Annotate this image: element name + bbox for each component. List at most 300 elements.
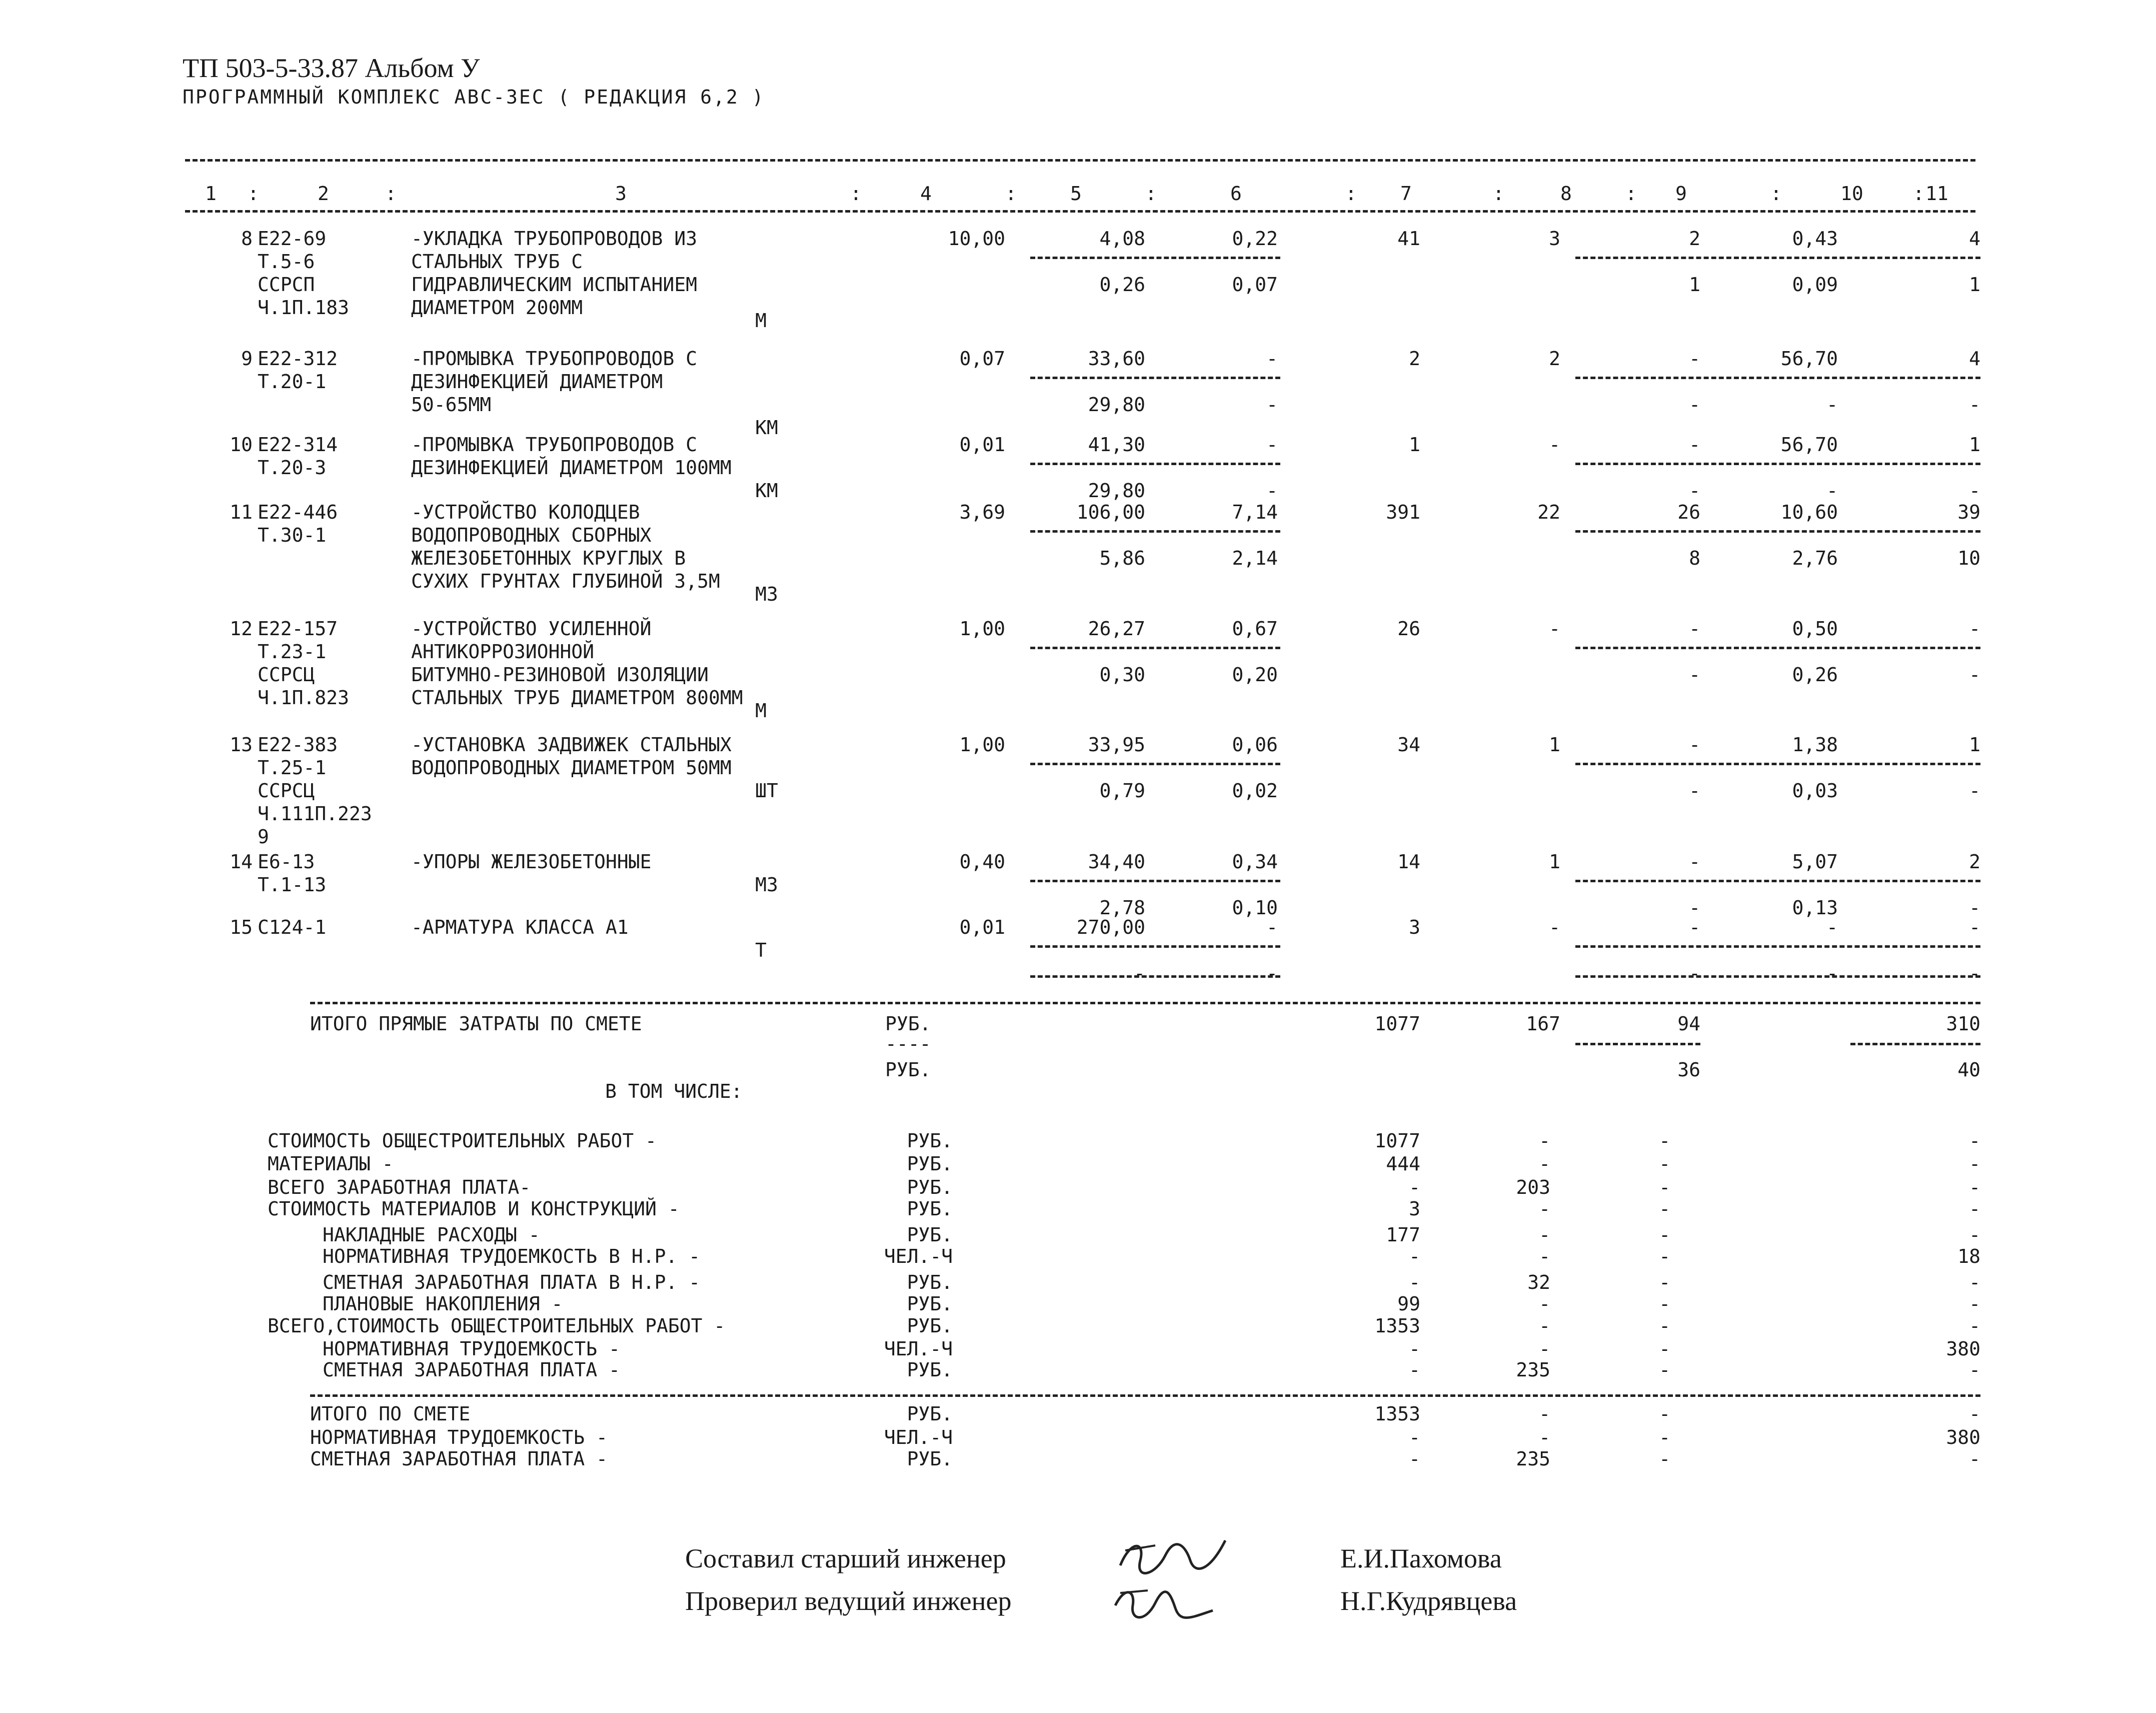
labor-machine-per-unit: 0,09	[1792, 274, 1838, 296]
column-number: :	[1625, 183, 1637, 205]
rate-code: Ч.1П.823	[258, 687, 350, 709]
machine-total-wage: 8	[1689, 547, 1700, 569]
work-description: АНТИКОРРОЗИОННОЙ	[411, 641, 595, 663]
machine-cost: -	[1266, 348, 1278, 370]
breakdown-labor: -	[1969, 1153, 1980, 1175]
machine-wage: 0,07	[1232, 274, 1278, 296]
breakdown-cost: 3	[1409, 1198, 1420, 1220]
direct-machine-cost: 94	[1677, 1013, 1700, 1035]
breakdown-wages: 203	[1516, 1176, 1550, 1198]
rate-code: Е6-13	[258, 851, 315, 873]
final-total-label: СМЕТНАЯ ЗАРАБОТНАЯ ПЛАТА -	[310, 1448, 608, 1470]
total-cost: 14	[1397, 851, 1420, 873]
labor-machine-total: -	[1969, 394, 1980, 416]
rate-code: ССРСП	[258, 274, 315, 296]
column-number: 8	[1560, 183, 1572, 205]
column-number: :	[1005, 183, 1017, 205]
rate-code: Ч.111П.223	[258, 803, 372, 825]
machine-total: 2	[1689, 228, 1700, 250]
rate-code: Т.1-13	[258, 874, 327, 896]
work-description: -УПОРЫ ЖЕЛЕЗОБЕТОННЫЕ	[411, 851, 652, 873]
labor-machine-per-unit: 0,03	[1792, 780, 1838, 802]
row-number: 11	[230, 501, 253, 523]
breakdown-label: ВСЕГО,СТОИМОСТЬ ОБЩЕСТРОИТЕЛЬНЫХ РАБОТ -	[268, 1315, 726, 1337]
column-number: :	[1345, 183, 1357, 205]
quantity: 10,00	[948, 228, 1005, 250]
unit-label: РУБ.	[885, 1013, 931, 1035]
machine-total-wage: -	[1689, 962, 1700, 984]
breakdown-label: НОРМАТИВНАЯ ТРУДОЕМКОСТЬ -	[323, 1338, 620, 1360]
rate-code: Е22-383	[258, 734, 338, 756]
breakdown-machine: -	[1659, 1224, 1670, 1246]
unit-of-measure: ШТ	[755, 780, 778, 802]
breakdown-machine: -	[1659, 1338, 1670, 1360]
checked-by-name: Н.Г.Кудрявцева	[1340, 1586, 1517, 1616]
machine-total: -	[1689, 434, 1700, 456]
labor-per-unit: 10,60	[1780, 501, 1838, 523]
labor-per-unit: 5,07	[1792, 851, 1838, 873]
breakdown-machine: -	[1659, 1359, 1670, 1381]
rate-code: Т.23-1	[258, 641, 327, 663]
work-description: БИТУМНО-РЕЗИНОВОЙ ИЗОЛЯЦИИ	[411, 664, 709, 686]
machine-total: -	[1689, 348, 1700, 370]
dashed-rule	[1575, 647, 1980, 649]
breakdown-unit: РУБ.	[907, 1315, 953, 1337]
breakdown-unit: РУБ.	[907, 1130, 953, 1152]
breakdown-unit: РУБ.	[907, 1153, 953, 1175]
machine-wage: -	[1266, 394, 1278, 416]
direct-total-cost: 1077	[1374, 1013, 1420, 1035]
final-cost: 1353	[1374, 1403, 1420, 1425]
column-number: 11	[1925, 183, 1948, 205]
unit-of-measure: М	[755, 310, 767, 332]
final-total-label: ИТОГО ПО СМЕТЕ	[310, 1403, 471, 1425]
total-cost: 3	[1409, 916, 1420, 938]
labor-total: 2	[1969, 851, 1980, 873]
column-number: 10	[1840, 183, 1863, 205]
dashed-rule	[1850, 1043, 1980, 1045]
dashed-rule	[1030, 647, 1280, 649]
work-description: -УСТРОЙСТВО КОЛОДЦЕВ	[411, 501, 640, 523]
work-description: -УСТРОЙСТВО УСИЛЕННОЙ	[411, 618, 652, 640]
column-number: :	[1493, 183, 1504, 205]
labor-machine-per-unit: -	[1826, 394, 1838, 416]
machine-total-wage: -	[1689, 394, 1700, 416]
direct-machine-labor: 40	[1957, 1059, 1980, 1081]
final-labor: -	[1969, 1448, 1980, 1470]
direct-costs-label: ИТОГО ПРЯМЫЕ ЗАТРАТЫ ПО СМЕТЕ	[310, 1013, 642, 1035]
machine-wage: 0,10	[1232, 897, 1278, 919]
total-cost: 2	[1409, 348, 1420, 370]
breakdown-label: МАТЕРИАЛЫ -	[268, 1153, 394, 1175]
breakdown-wages: 32	[1527, 1271, 1550, 1293]
breakdown-cost: -	[1409, 1271, 1420, 1293]
labor-machine-per-unit: -	[1826, 962, 1838, 984]
dashed-rule	[1575, 463, 1980, 465]
rate-code: Т.25-1	[258, 757, 327, 779]
breakdown-wages: -	[1539, 1245, 1550, 1267]
dashed-rule	[1030, 257, 1280, 259]
machine-wage: -	[1266, 480, 1278, 502]
wages: -	[1549, 434, 1560, 456]
unit-of-measure: Т	[755, 939, 767, 961]
dashed-rule	[1575, 530, 1980, 533]
total-cost: 1	[1409, 434, 1420, 456]
machine-cost: 7,14	[1232, 501, 1278, 523]
labor-machine-total: 1	[1969, 274, 1980, 296]
unit-wage: 0,30	[1099, 664, 1145, 686]
breakdown-cost: 1077	[1374, 1130, 1420, 1152]
row-number: 8	[241, 228, 253, 250]
rate-code: Е22-446	[258, 501, 338, 523]
total-cost: 391	[1386, 501, 1420, 523]
unit-wage: 0,26	[1099, 274, 1145, 296]
final-wages: -	[1539, 1403, 1550, 1425]
unit-cost: 106,00	[1076, 501, 1145, 523]
unit-of-measure: М	[755, 700, 767, 722]
breakdown-labor: -	[1969, 1224, 1980, 1246]
labor-total: 1	[1969, 734, 1980, 756]
final-wages: -	[1539, 1426, 1550, 1448]
breakdown-unit: ЧЕЛ.-Ч	[884, 1338, 953, 1360]
row-number: 13	[230, 734, 253, 756]
quantity: 0,07	[959, 348, 1005, 370]
work-description: ЖЕЛЕЗОБЕТОННЫХ КРУГЛЫХ В	[411, 547, 686, 569]
breakdown-label: СТОИМОСТЬ ОБЩЕСТРОИТЕЛЬНЫХ РАБОТ -	[268, 1130, 657, 1152]
dashed-rule	[1575, 763, 1980, 765]
work-description: -ПРОМЫВКА ТРУБОПРОВОДОВ С	[411, 348, 697, 370]
wages: 3	[1549, 228, 1560, 250]
final-machine: -	[1659, 1403, 1670, 1425]
breakdown-machine: -	[1659, 1315, 1670, 1337]
breakdown-unit: РУБ.	[907, 1224, 953, 1246]
row-number: 14	[230, 851, 253, 873]
labor-total: 1	[1969, 434, 1980, 456]
labor-machine-per-unit: 2,76	[1792, 547, 1838, 569]
dashed-rule	[1575, 377, 1980, 379]
breakdown-cost: 1353	[1374, 1315, 1420, 1337]
work-description: ГИДРАВЛИЧЕСКИМ ИСПЫТАНИЕМ	[411, 274, 697, 296]
labor-machine-total: -	[1969, 962, 1980, 984]
checked-by-label: Проверил ведущий инженер	[685, 1586, 1012, 1616]
breakdown-unit: РУБ.	[907, 1271, 953, 1293]
labor-total: 4	[1969, 228, 1980, 250]
document-subtitle: ПРОГРАММНЫЙ КОМПЛЕКС АВС-ЗЕС ( РЕДАКЦИЯ 6,2 )	[183, 86, 765, 108]
machine-total: -	[1689, 618, 1700, 640]
breakdown-wages: -	[1539, 1153, 1550, 1175]
dashed-rule	[1030, 880, 1280, 882]
final-total-label: НОРМАТИВНАЯ ТРУДОЕМКОСТЬ -	[310, 1426, 608, 1448]
rate-code: 9	[258, 826, 269, 848]
unit-wage: -	[1134, 962, 1145, 984]
rate-code: ССРСЦ	[258, 780, 315, 802]
rate-code: Е22-69	[258, 228, 327, 250]
machine-total: -	[1689, 734, 1700, 756]
direct-machine-wage: 36	[1677, 1059, 1700, 1081]
machine-total-wage: -	[1689, 780, 1700, 802]
labor-machine-per-unit: -	[1826, 480, 1838, 502]
labor-total: -	[1969, 618, 1980, 640]
machine-total-wage: -	[1689, 480, 1700, 502]
dashed-rule	[1030, 763, 1280, 765]
labor-machine-total: -	[1969, 480, 1980, 502]
breakdown-unit: ЧЕЛ.-Ч	[884, 1245, 953, 1267]
breakdown-unit: РУБ.	[907, 1176, 953, 1198]
breakdown-unit: РУБ.	[907, 1293, 953, 1315]
unit-of-measure: КМ	[755, 480, 778, 502]
rate-code: Т.5-6	[258, 251, 315, 273]
work-description: ВОДОПРОВОДНЫХ ДИАМЕТРОМ 50ММ	[411, 757, 732, 779]
labor-per-unit: 0,43	[1792, 228, 1838, 250]
compiled-by-label: Составил старший инженер	[685, 1543, 1006, 1573]
breakdown-labor: 380	[1946, 1338, 1980, 1360]
dashed-rule	[1575, 945, 1980, 948]
breakdown-label: СМЕТНАЯ ЗАРАБОТНАЯ ПЛАТА -	[323, 1359, 620, 1381]
dashed-rule	[185, 210, 1975, 213]
compiled-by-name: Е.И.Пахомова	[1340, 1543, 1502, 1573]
labor-total: -	[1969, 916, 1980, 938]
column-number: :	[1145, 183, 1157, 205]
labor-total: 4	[1969, 348, 1980, 370]
breakdown-label: СМЕТНАЯ ЗАРАБОТНАЯ ПЛАТА В Н.Р. -	[323, 1271, 700, 1293]
final-unit: ЧЕЛ.-Ч	[884, 1426, 953, 1448]
breakdown-machine: -	[1659, 1245, 1670, 1267]
dashed-rule	[1575, 880, 1980, 882]
work-description: -УКЛАДКА ТРУБОПРОВОДОВ ИЗ	[411, 228, 697, 250]
machine-cost: -	[1266, 434, 1278, 456]
breakdown-cost: 177	[1386, 1224, 1420, 1246]
column-number: :	[248, 183, 259, 205]
breakdown-machine: -	[1659, 1198, 1670, 1220]
total-cost: 26	[1397, 618, 1420, 640]
quantity: 1,00	[959, 734, 1005, 756]
breakdown-wages: -	[1539, 1224, 1550, 1246]
column-number: :	[1770, 183, 1782, 205]
machine-wage: -	[1266, 962, 1278, 984]
dashed-rule	[1030, 975, 1280, 978]
final-machine: -	[1659, 1448, 1670, 1470]
machine-total-wage: -	[1689, 897, 1700, 919]
wages: 1	[1549, 851, 1560, 873]
unit-wage: 29,80	[1088, 394, 1145, 416]
machine-total: -	[1689, 851, 1700, 873]
breakdown-machine: -	[1659, 1153, 1670, 1175]
breakdown-wages: -	[1539, 1293, 1550, 1315]
unit-of-measure: М3	[755, 583, 778, 605]
breakdown-cost: 99	[1397, 1293, 1420, 1315]
unit-label: ----	[885, 1033, 931, 1055]
breakdown-labor: 18	[1957, 1245, 1980, 1267]
breakdown-cost: -	[1409, 1245, 1420, 1267]
breakdown-cost: 444	[1386, 1153, 1420, 1175]
breakdown-labor: -	[1969, 1176, 1980, 1198]
final-unit: РУБ.	[907, 1448, 953, 1470]
quantity: 0,40	[959, 851, 1005, 873]
unit-cost: 270,00	[1076, 916, 1145, 938]
dashed-rule	[185, 159, 1975, 162]
column-number: 5	[1070, 183, 1082, 205]
machine-wage: 2,14	[1232, 547, 1278, 569]
rate-code: Ч.1П.183	[258, 297, 350, 319]
machine-total: 26	[1677, 501, 1700, 523]
unit-cost: 33,95	[1088, 734, 1145, 756]
unit-label: РУБ.	[885, 1059, 931, 1081]
breakdown-machine: -	[1659, 1176, 1670, 1198]
final-machine: -	[1659, 1426, 1670, 1448]
wages: 1	[1549, 734, 1560, 756]
direct-labor: 310	[1946, 1013, 1980, 1035]
document-title: ТП 503-5-33.87 Альбом У	[183, 53, 480, 83]
final-cost: -	[1409, 1426, 1420, 1448]
column-number: 1	[205, 183, 217, 205]
labor-per-unit: -	[1826, 916, 1838, 938]
breakdown-label: ПЛАНОВЫЕ НАКОПЛЕНИЯ -	[323, 1293, 563, 1315]
labor-machine-total: -	[1969, 780, 1980, 802]
machine-wage: 0,02	[1232, 780, 1278, 802]
quantity: 0,01	[959, 916, 1005, 938]
labor-machine-total: -	[1969, 664, 1980, 686]
dashed-rule	[310, 1394, 1980, 1397]
dashed-rule	[1575, 257, 1980, 259]
breakdown-unit: РУБ.	[907, 1359, 953, 1381]
checked-signature	[1105, 1575, 1220, 1630]
breakdown-machine: -	[1659, 1130, 1670, 1152]
breakdown-cost: -	[1409, 1359, 1420, 1381]
unit-cost: 33,60	[1088, 348, 1145, 370]
column-number: 6	[1230, 183, 1242, 205]
rate-code: Т.20-3	[258, 457, 327, 479]
direct-wages: 167	[1526, 1013, 1560, 1035]
column-number: 2	[318, 183, 329, 205]
breakdown-labor: -	[1969, 1315, 1980, 1337]
breakdown-wages: -	[1539, 1130, 1550, 1152]
column-number: 7	[1400, 183, 1412, 205]
final-cost: -	[1409, 1448, 1420, 1470]
breakdown-wages: -	[1539, 1315, 1550, 1337]
rate-code: Е22-312	[258, 348, 338, 370]
final-wages: 235	[1516, 1448, 1550, 1470]
breakdown-machine: -	[1659, 1293, 1670, 1315]
dashed-rule	[1030, 377, 1280, 379]
unit-of-measure: М3	[755, 874, 778, 896]
final-unit: РУБ.	[907, 1403, 953, 1425]
breakdown-label: СТОИМОСТЬ МАТЕРИАЛОВ И КОНСТРУКЦИЙ -	[268, 1198, 680, 1220]
unit-wage: 0,79	[1099, 780, 1145, 802]
work-description: -ПРОМЫВКА ТРУБОПРОВОДОВ С	[411, 434, 697, 456]
column-number: :	[385, 183, 397, 205]
work-description: СТАЛЬНЫХ ТРУБ С	[411, 251, 583, 273]
labor-per-unit: 0,50	[1792, 618, 1838, 640]
rate-code: Т.20-1	[258, 371, 327, 393]
column-number: :	[1913, 183, 1924, 205]
column-number: :	[850, 183, 862, 205]
wages: -	[1549, 618, 1560, 640]
work-description: ДЕЗИНФЕКЦИЕЙ ДИАМЕТРОМ	[411, 371, 663, 393]
breakdown-cost: -	[1409, 1338, 1420, 1360]
machine-total-wage: 1	[1689, 274, 1700, 296]
rate-code: Е22-157	[258, 618, 338, 640]
quantity: 0,01	[959, 434, 1005, 456]
quantity: 1,00	[959, 618, 1005, 640]
total-cost: 41	[1397, 228, 1420, 250]
dashed-rule	[1030, 530, 1280, 533]
unit-wage: 2,78	[1099, 897, 1145, 919]
row-number: 9	[241, 348, 253, 370]
work-description: СУХИХ ГРУНТАХ ГЛУБИНОЙ 3,5М	[411, 570, 720, 592]
dashed-rule	[1575, 975, 1980, 978]
breakdown-machine: -	[1659, 1271, 1670, 1293]
machine-cost: 0,67	[1232, 618, 1278, 640]
work-description: СТАЛЬНЫХ ТРУБ ДИАМЕТРОМ 800ММ	[411, 687, 743, 709]
row-number: 15	[230, 916, 253, 938]
quantity: 3,69	[959, 501, 1005, 523]
dashed-rule	[1030, 945, 1280, 948]
row-number: 12	[230, 618, 253, 640]
breakdown-labor: -	[1969, 1271, 1980, 1293]
column-number: 9	[1675, 183, 1687, 205]
work-description: -АРМАТУРА КЛАССА А1	[411, 916, 629, 938]
work-description: -УСТАНОВКА ЗАДВИЖЕК СТАЛЬНЫХ	[411, 734, 732, 756]
wages: 22	[1537, 501, 1560, 523]
labor-total: 39	[1957, 501, 1980, 523]
breakdown-labor: -	[1969, 1130, 1980, 1152]
breakdown-wages: -	[1539, 1338, 1550, 1360]
labor-per-unit: 1,38	[1792, 734, 1838, 756]
labor-machine-total: 10	[1957, 547, 1980, 569]
machine-total: -	[1689, 916, 1700, 938]
machine-wage: 0,20	[1232, 664, 1278, 686]
unit-wage: 29,80	[1088, 480, 1145, 502]
dashed-rule	[1030, 463, 1280, 465]
wages: -	[1549, 916, 1560, 938]
breakdown-labor: -	[1969, 1293, 1980, 1315]
machine-total-wage: -	[1689, 664, 1700, 686]
wages: 2	[1549, 348, 1560, 370]
rate-code: Т.30-1	[258, 524, 327, 546]
including-label: В ТОМ ЧИСЛЕ:	[605, 1080, 743, 1102]
breakdown-labor: -	[1969, 1359, 1980, 1381]
final-labor: -	[1969, 1403, 1980, 1425]
breakdown-wages: 235	[1516, 1359, 1550, 1381]
unit-cost: 34,40	[1088, 851, 1145, 873]
labor-per-unit: 56,70	[1780, 434, 1838, 456]
labor-per-unit: 56,70	[1780, 348, 1838, 370]
rate-code: Е22-314	[258, 434, 338, 456]
work-description: ДЕЗИНФЕКЦИЕЙ ДИАМЕТРОМ 100ММ	[411, 457, 732, 479]
breakdown-label: НАКЛАДНЫЕ РАСХОДЫ -	[323, 1224, 540, 1246]
total-cost: 34	[1397, 734, 1420, 756]
rate-code: ССРСЦ	[258, 664, 315, 686]
column-number: 3	[615, 183, 627, 205]
work-description: 50-65ММ	[411, 394, 492, 416]
work-description: ДИАМЕТРОМ 200ММ	[411, 297, 583, 319]
machine-cost: 0,06	[1232, 734, 1278, 756]
column-number: 4	[920, 183, 932, 205]
labor-machine-per-unit: 0,13	[1792, 897, 1838, 919]
work-description: ВОДОПРОВОДНЫХ СБОРНЫХ	[411, 524, 652, 546]
unit-cost: 26,27	[1088, 618, 1145, 640]
machine-cost: 0,22	[1232, 228, 1278, 250]
unit-cost: 41,30	[1088, 434, 1145, 456]
breakdown-unit: РУБ.	[907, 1198, 953, 1220]
unit-wage: 5,86	[1099, 547, 1145, 569]
breakdown-cost: -	[1409, 1176, 1420, 1198]
breakdown-label: НОРМАТИВНАЯ ТРУДОЕМКОСТЬ В Н.Р. -	[323, 1245, 700, 1267]
rate-code: С124-1	[258, 916, 327, 938]
breakdown-labor: -	[1969, 1198, 1980, 1220]
breakdown-wages: -	[1539, 1198, 1550, 1220]
dashed-rule	[310, 1002, 1980, 1004]
